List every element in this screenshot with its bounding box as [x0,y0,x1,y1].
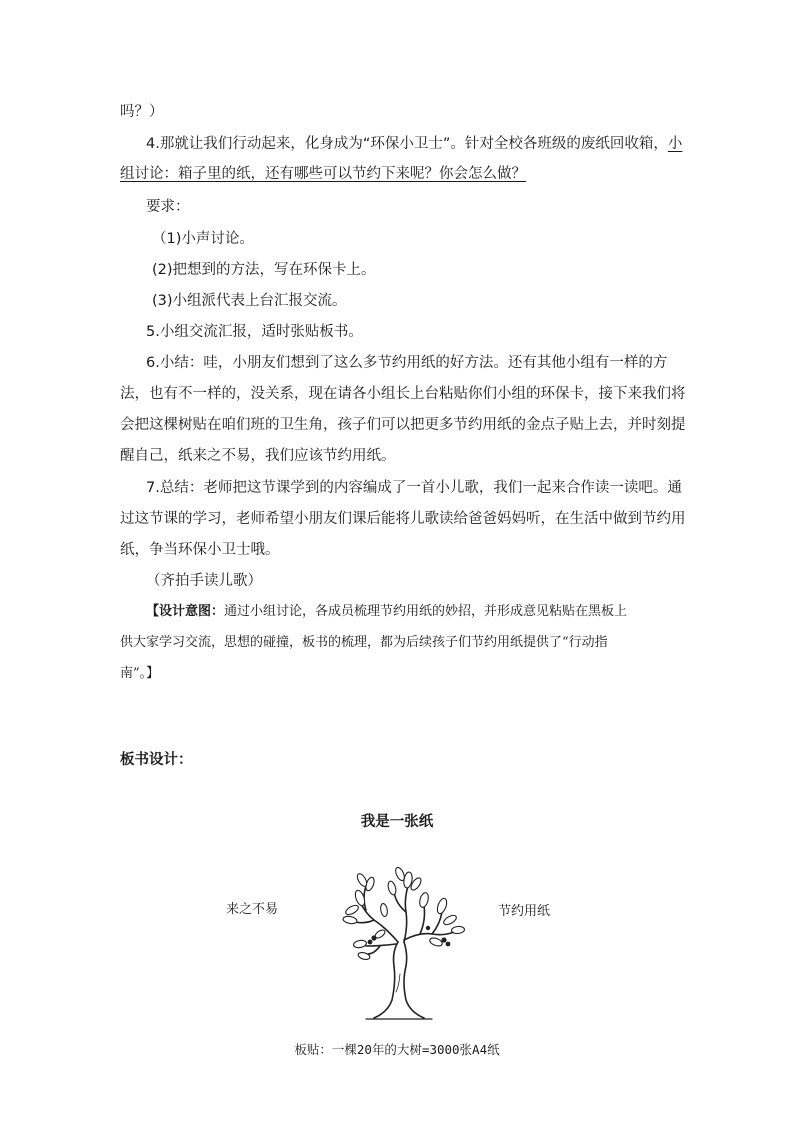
paragraph-8: （齐拍手读儿歌） [146,573,262,589]
paragraph-4-line-1 [146,134,706,154]
paragraph-7-line-2: 过这节课的学习，老师希望小朋友们课后能将儿歌读给爸爸妈妈听，在生活中做到节约用 [120,511,686,527]
design-intent-line-1 [146,602,706,622]
board-left-label: 来之不易 [226,902,279,917]
paragraph-line: 吗？） [120,104,164,120]
underlined-text: 小 [667,136,683,152]
board-design-heading: 板书设计： [120,752,193,768]
paragraph-6-line-2: 法，也有不一样的，没关系，现在请各小组长上台粘贴你们小组的环保卡，接下来我们将 [120,386,686,402]
requirement-3: (3)小组派代表上台汇报交流。 [152,293,347,309]
board-right-label: 节约用纸 [498,904,551,919]
paragraph-7-line-3: 纸，争当环保小卫士哦。 [120,542,280,558]
design-intent-line-2: 供大家学习交流，思想的碰撞，板书的梳理，都为后续孩子们节约用纸提供了“行动指 [120,635,608,650]
paragraph-7-line-1: 7.总结：老师把这节课学到的内容编成了一首小儿歌，我们一起来合作读一读吧。通 [146,480,682,496]
paragraph-text: 4.那就让我们行动起来，化身成为“环保小卫士”。针对全校各班级的废纸回收箱， [146,136,668,152]
design-intent-text: 通过小组讨论，各成员梳理节约用纸的妙招，并形成意见粘贴在黑板上 [224,604,628,619]
requirements-heading: 要求： [146,199,190,215]
design-intent-label: 【设计意图： [146,604,225,619]
requirement-2: (2)把想到的方法，写在环保卡上。 [152,262,376,278]
design-intent-line-3: 南”。】 [120,666,160,681]
board-caption: 板贴：一棵20年的大树=3000张A4纸 [294,1042,500,1057]
paragraph-6-line-3: 会把这棵树贴在咱们班的卫生角，孩子们可以把更多节约用纸的金点子贴上去，并时刻提 [120,417,686,433]
requirement-1: （1)小声讨论。 [152,231,254,247]
tree-illustration [336,862,466,1022]
board-title: 我是一张纸 [360,814,434,830]
paragraph-5: 5.小组交流汇报，适时张贴板书。 [146,324,363,340]
paragraph-6-line-4: 醒自己，纸来之不易，我们应该节约用纸。 [120,448,396,464]
paragraph-6-line-1: 6.小结：哇，小朋友们想到了这么多节约用纸的好方法。还有其他小组有一样的方 [146,355,668,371]
paragraph-4-line-2: 组讨论：箱子里的纸，还有哪些可以节约下来呢？你会怎么做？ [120,166,526,182]
